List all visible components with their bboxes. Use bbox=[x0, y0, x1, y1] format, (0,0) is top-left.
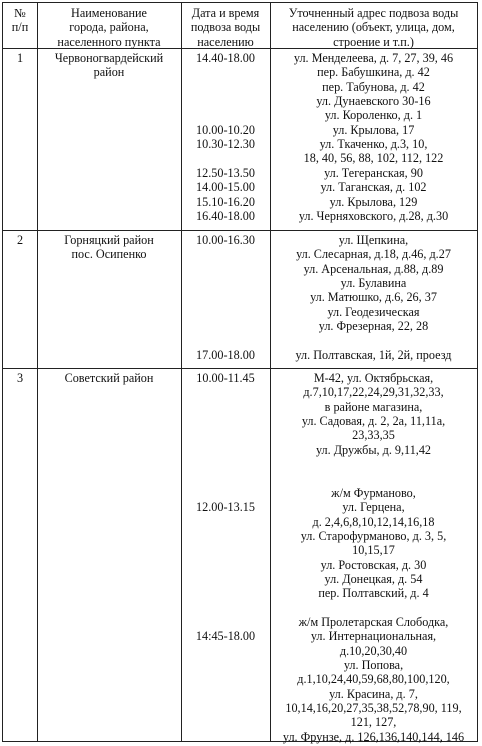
delivery-address: ул. Геодезическая bbox=[327, 304, 420, 319]
row-place bbox=[37, 233, 181, 262]
delivery-address: ул. Старофурманово, д. 3, 5, bbox=[300, 528, 447, 543]
row-number: 3 bbox=[16, 371, 24, 385]
water-delivery-table bbox=[2, 2, 478, 742]
delivery-address: ул. Матюшко, д.6, 26, 37 bbox=[310, 290, 437, 305]
row-place bbox=[37, 51, 181, 80]
delivery-address: 10,14,16,20,27,35,38,52,78,90, 119, bbox=[285, 701, 462, 716]
header-place: Наименование города, района, населенного пункта bbox=[57, 6, 161, 49]
delivery-address: ул. Садовая, д. 2, 2а, 11,11а, bbox=[301, 414, 446, 429]
delivery-address: ул. Полтавская, 1й, 2й, проезд bbox=[295, 347, 452, 362]
delivery-address: ул. Фрунзе, д. 126,136,140,144, 146 bbox=[282, 729, 465, 744]
row-divider bbox=[3, 368, 477, 369]
delivery-address: д. 2,4,6,8,10,12,14,16,18 bbox=[312, 514, 435, 529]
delivery-address: ул. Крылова, 129 bbox=[329, 194, 418, 209]
row-place-line: Советский район bbox=[64, 371, 154, 385]
delivery-address: ул. Менделеева, д. 7, 27, 39, 46 bbox=[293, 51, 454, 65]
delivery-address: ул. Крылова, 17 bbox=[332, 122, 415, 137]
row-divider bbox=[3, 230, 477, 231]
delivery-address: 18, 40, 56, 88, 102, 112, 122 bbox=[303, 151, 444, 166]
delivery-address: пер. Полтавский, д. 4 bbox=[318, 586, 429, 601]
delivery-time: 14:45-18.00 bbox=[195, 629, 256, 644]
delivery-time: 12.50-13.50 bbox=[196, 165, 255, 180]
delivery-time: 15.10-16.20 bbox=[196, 194, 255, 209]
delivery-time: 14.00-15.00 bbox=[196, 180, 255, 195]
delivery-address: ул. Донецкая, д. 54 bbox=[324, 571, 423, 586]
delivery-address: ул. Булавина bbox=[340, 276, 407, 291]
delivery-address: д.7,10,17,22,24,29,31,32,33, bbox=[303, 385, 444, 400]
delivery-address: д.10,20,30,40 bbox=[339, 643, 408, 658]
delivery-address: ул. Дунаевского 30-16 bbox=[316, 94, 431, 109]
delivery-time: 10.00-10.20 bbox=[196, 122, 255, 137]
delivery-address: М-42, ул. Октябрьская, bbox=[313, 371, 434, 385]
delivery-address: ж/м Фурманово, bbox=[331, 485, 416, 500]
delivery-address: ул. Таганская, д. 102 bbox=[320, 180, 427, 195]
delivery-address: ул. Интернациональная, bbox=[310, 629, 437, 644]
delivery-address: ул. Черняховского, д.28, д.30 bbox=[298, 208, 449, 223]
delivery-address: ул. Арсенальная, д.88, д.89 bbox=[303, 261, 444, 276]
delivery-address: ул. Слесарная, д.18, д.46, д.27 bbox=[296, 247, 451, 262]
delivery-time: 10.00-16.30 bbox=[196, 233, 255, 247]
delivery-address: 121, 127, bbox=[350, 715, 397, 730]
delivery-address: ж/м Пролетарская Слободка, bbox=[298, 614, 449, 629]
delivery-address: 10,15,17 bbox=[352, 543, 395, 558]
delivery-address: ул. Короленко, д. 1 bbox=[324, 108, 423, 123]
row-place-line: Горняцкий район bbox=[64, 233, 154, 247]
header-num: № п/п bbox=[11, 6, 29, 35]
row-place-line: пос. Осипенко bbox=[71, 247, 147, 262]
delivery-address: ул. Герцена, bbox=[342, 500, 405, 515]
delivery-address: 23,33,35 bbox=[352, 428, 395, 443]
row-place bbox=[37, 371, 181, 385]
row-number: 2 bbox=[16, 233, 24, 247]
delivery-address: д.1,10,24,40,59,68,80,100,120, bbox=[297, 672, 450, 687]
header-time: Дата и время подвоза воды населению bbox=[190, 6, 261, 49]
header-address: Уточненный адрес подвоза воды населению (объект, улица, дом, строение и т.п.) bbox=[288, 6, 459, 49]
delivery-address: ул. Тегеранская, 90 bbox=[324, 165, 423, 180]
delivery-address: ул. Щепкина, bbox=[338, 233, 409, 247]
delivery-address: ул. Ткаченко, д.3, 10, bbox=[319, 137, 428, 152]
delivery-time: 14.40-18.00 bbox=[196, 51, 255, 65]
delivery-address: ул. Красина, д. 7, bbox=[329, 686, 418, 701]
delivery-address: пер. Бабушкина, д. 42 bbox=[317, 65, 430, 80]
delivery-time: 17.00-18.00 bbox=[196, 347, 255, 362]
row-place-line: район bbox=[93, 65, 125, 80]
delivery-address: ул. Фрезерная, 22, 28 bbox=[318, 319, 429, 334]
row-place-line: Червоногвардейский bbox=[54, 51, 164, 65]
delivery-time: 10.30-12.30 bbox=[196, 137, 255, 152]
delivery-time: 10.00-11.45 bbox=[196, 371, 255, 385]
delivery-address: в районе магазина, bbox=[324, 399, 423, 414]
delivery-time: 12.00-13.15 bbox=[196, 500, 255, 515]
delivery-address: ул. Дружбы, д. 9,11,42 bbox=[315, 442, 432, 457]
delivery-address: пер. Табунова, д. 42 bbox=[322, 79, 425, 94]
delivery-address: ул. Ростовская, д. 30 bbox=[320, 557, 427, 572]
delivery-address: ул. Попова, bbox=[343, 658, 404, 672]
row-number: 1 bbox=[16, 51, 24, 65]
delivery-time: 16.40-18.00 bbox=[196, 208, 255, 223]
